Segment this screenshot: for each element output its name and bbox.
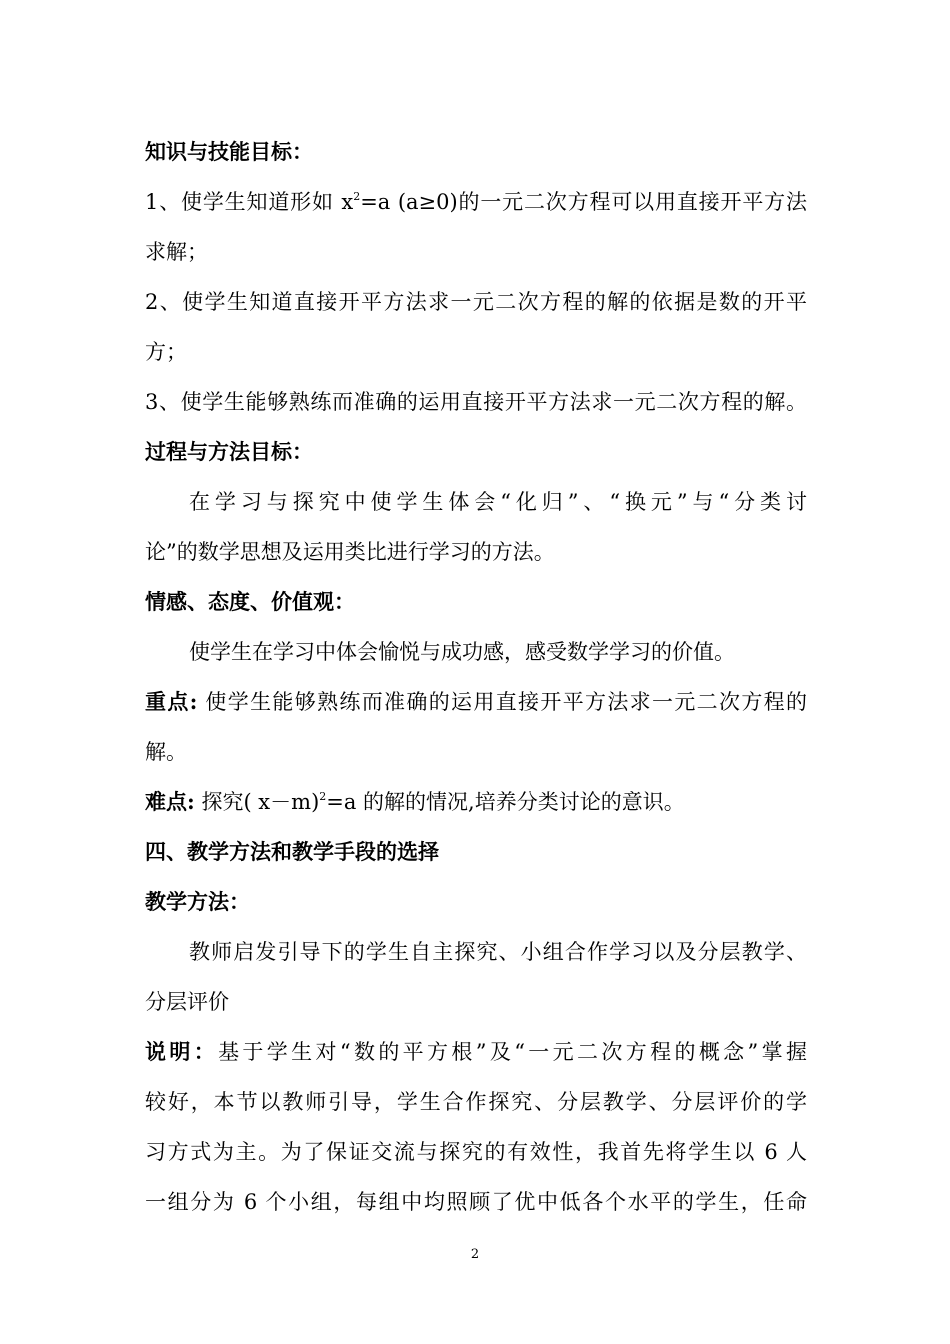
knowledge-item-1-cont: 求解； <box>145 240 208 264</box>
note-line-3: 习方式为主。为了保证交流与探究的有效性，我首先将学生以 6 人 <box>145 1140 807 1164</box>
note-line-1 <box>145 1037 807 1067</box>
text: 探究( x－m) <box>194 790 320 814</box>
difficulty <box>145 787 807 817</box>
knowledge-item-3: 3、使学生能够熟练而准确的运用直接开平方法求一元二次方程的解。 <box>145 390 807 414</box>
superscript: 2 <box>319 790 327 803</box>
section4-heading: 四、教学方法和教学手段的选择 <box>145 839 439 864</box>
text: =a (a≥0)的一元二次方程可以用直接开平方法 <box>360 190 807 214</box>
knowledge-item-1 <box>145 187 807 217</box>
note-label: 说明： <box>145 1039 219 1064</box>
process-text: 在学习与探究中使学生体会“化归”、“换元”与“分类讨 <box>189 490 807 514</box>
difficulty-label: 难点: <box>145 789 195 814</box>
methods-text: 教师启发引导下的学生自主探究、小组合作学习以及分层教学、 <box>189 940 807 964</box>
note-line-2: 较好，本节以教师引导，学生合作探究、分层教学、分层评价的学 <box>145 1090 807 1114</box>
key-point <box>145 687 807 717</box>
emotion-heading: 情感、态度、价值观： <box>145 589 355 614</box>
process-text-cont: 论”的数学思想及运用类比进行学习的方法。 <box>145 540 555 564</box>
text: =a 的解的情况,培养分类讨论的意识。 <box>326 790 685 814</box>
note-line-4: 一组分为 6 个小组，每组中均照顾了优中低各个水平的学生，任命 <box>145 1190 807 1214</box>
knowledge-item-2: 2、使学生知道直接开平方法求一元二次方程的解的依据是数的开平 <box>145 290 807 314</box>
knowledge-item-2-cont: 方； <box>145 340 187 364</box>
superscript: 2 <box>353 190 361 203</box>
key-point-label: 重点: <box>145 689 198 714</box>
methods-heading: 教学方法： <box>145 889 250 914</box>
emotion-text: 使学生在学习中体会愉悦与成功感，感受数学学习的价值。 <box>189 640 735 664</box>
methods-text-cont: 分层评价 <box>145 990 229 1014</box>
knowledge-heading: 知识与技能目标： <box>145 139 313 164</box>
text: 1、使学生知道形如 x <box>145 190 354 214</box>
page-number: 2 <box>470 1247 480 1262</box>
key-point-cont: 解。 <box>145 740 187 764</box>
process-heading: 过程与方法目标： <box>145 439 313 464</box>
text: 使学生能够熟练而准确的运用直接开平方法求一元二次方程的 <box>197 690 807 714</box>
text: 基于学生对“数的平方根”及“一元二次方程的概念”掌握 <box>218 1040 807 1064</box>
